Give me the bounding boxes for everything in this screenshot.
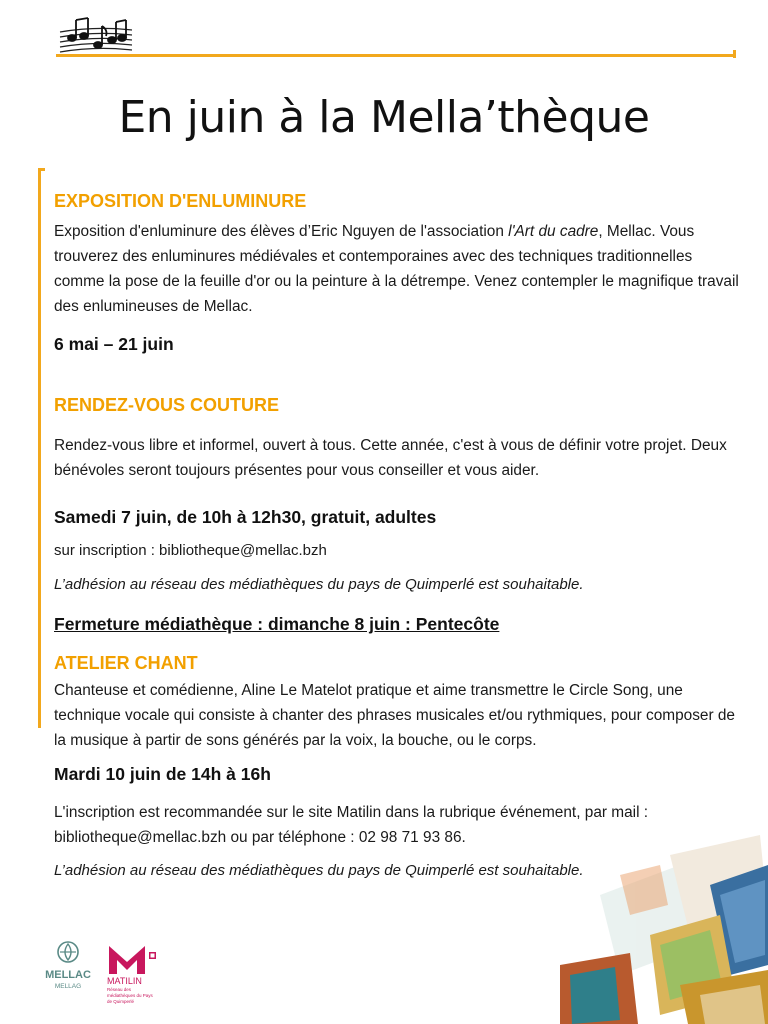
music-notes-icon [56,12,136,54]
left-accent-tick [38,168,45,171]
matilin-subtitle: Réseau des médiathèques du Pays de Quimperlé [107,987,153,1004]
top-divider-tick [733,50,736,58]
couture-inscription: sur inscription : bibliotheque@mellac.bzh [54,542,327,559]
page-title: En juin à la Mella’thèque [118,92,650,143]
top-divider [56,54,736,57]
matilin-logo [105,942,175,1004]
chant-note: L’adhésion au réseau des médiathèques du pays de Quimperlé est souhaitable. [54,862,584,879]
stained-glass-decoration [560,835,768,1024]
expo-paragraph-b: , Mellac. Vous trouverez des enluminures médiévales et contemporaines avec des techniques traditionnelles comme la pose de la feuille d'or ou la peinture à la détrempe. Venez contempler le magnifique travail des enlumineuses de Mellac. [54,223,739,315]
matilin-name: MATILIN [107,976,142,986]
mellac-breton-name: MELLAG [54,983,82,990]
couture-note: L’adhésion au réseau des médiathèques du pays de Quimperlé est souhaitable. [54,576,584,593]
matilin-m-icon [105,942,165,976]
expo-dates: 6 mai – 21 juin [54,334,174,354]
chant-heading: ATELIER CHANT [54,653,198,673]
chant-date: Mardi 10 juin de 14h à 16h [54,764,271,784]
expo-paragraph [54,219,744,319]
expo-paragraph-a: Exposition d'enluminure des élèves d’Eric Nguyen de l'association [54,223,509,240]
expo-paragraph-association: l'Art du cadre [508,223,599,240]
expo-heading: EXPOSITION D'ENLUMINURE [54,191,307,211]
couture-date: Samedi 7 juin, de 10h à 12h30, gratuit, adultes [54,507,437,527]
mellac-emblem-icon [40,940,96,968]
mellac-name: MELLAC [45,969,91,981]
chant-inscription: L'inscription est recommandée sur le site Matilin dans la rubrique événement, par mail : bibliotheque@mellac.bzh ou par téléphone : 02 98 71 93 86. [54,804,649,846]
mellac-logo [40,940,96,1000]
left-accent-bar [38,168,41,728]
couture-paragraph: Rendez-vous libre et informel, ouvert à tous. Cette année, c'est à vous de définir votre projet. Deux bénévoles seront toujours présentes pour vous conseiller et vous aider. [54,437,727,479]
couture-heading: RENDEZ-VOUS COUTURE [54,395,280,415]
chant-paragraph: Chanteuse et comédienne, Aline Le Matelot pratique et aime transmettre le Circle Song, une technique vocale qui consiste à chanter des phrases musicales et/ou rythmiques, pour composer de la musique à partir de sons générés par la voix, la bouche, ou le corps. [54,682,735,749]
closure-notice: Fermeture médiathèque : dimanche 8 juin : Pentecôte [54,614,500,634]
